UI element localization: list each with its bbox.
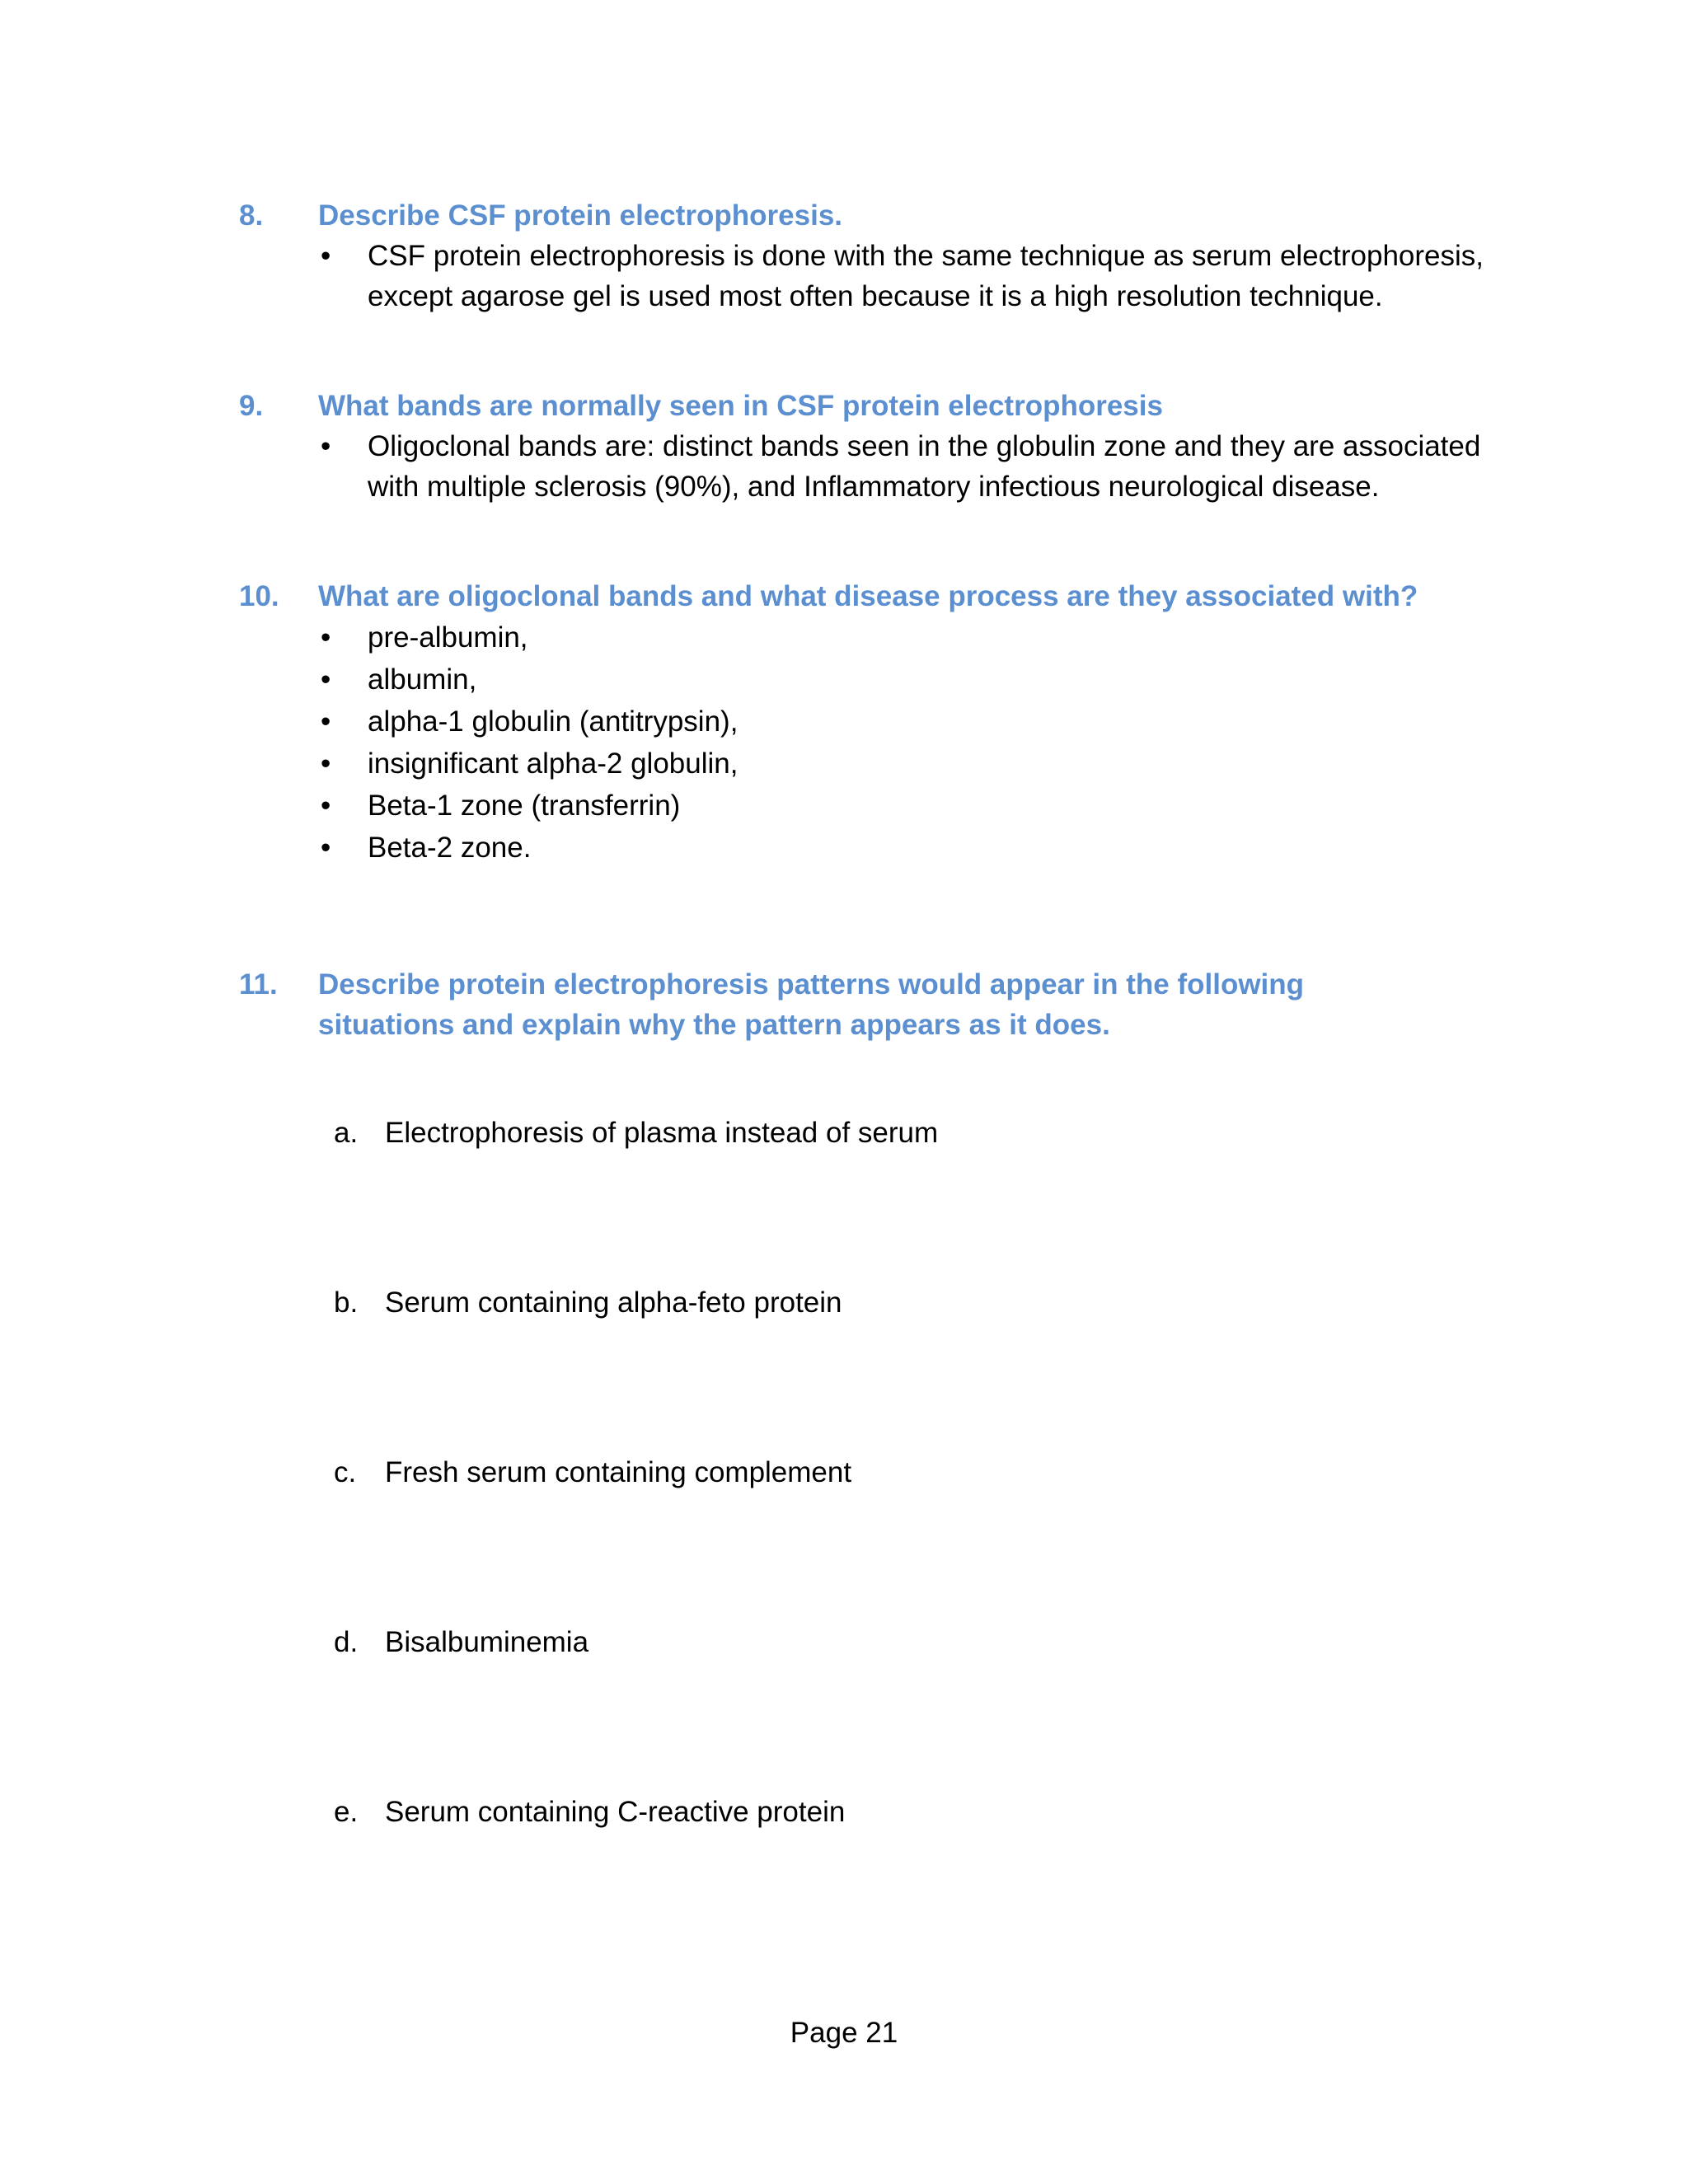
question-heading xyxy=(239,576,1525,616)
list-item: • CSF protein electrophoresis is done with the same technique as serum electrophoresis, except agarose gel is used most often because it is a high resolution technique. xyxy=(318,236,1525,316)
list-item: • pre-albumin, xyxy=(318,616,1525,658)
sub-item-letter: e. xyxy=(334,1796,359,1828)
sub-item-text: Bisalbuminemia xyxy=(385,1626,589,1658)
page-number: Page 21 xyxy=(790,2017,898,2049)
question-heading xyxy=(239,386,1525,426)
list-item: • Beta-2 zone. xyxy=(318,827,1525,869)
bullet-icon: • xyxy=(321,790,331,822)
question-heading xyxy=(239,964,1409,1045)
answer-list xyxy=(239,426,1525,507)
answer-list xyxy=(239,236,1525,316)
sub-item-a xyxy=(334,1113,938,1153)
answer-list xyxy=(239,616,1525,869)
question-number: 9. xyxy=(239,390,264,422)
list-item: • Oligoclonal bands are: distinct bands seen in the globulin zone and they are associated with multiple sclerosis (90%), and Inflammatory infectious neurological disease. xyxy=(318,426,1525,507)
question-title: What bands are normally seen in CSF protein electrophoresis xyxy=(318,390,1163,422)
bullet-icon: • xyxy=(321,705,331,738)
question-title: What are oligoclonal bands and what disease process are they associated with? xyxy=(318,580,1418,612)
question-title: Describe CSF protein electrophoresis. xyxy=(318,199,843,232)
list-item: • albumin, xyxy=(318,658,1525,701)
bullet-icon: • xyxy=(321,832,331,864)
sub-item-text: Fresh serum containing complement xyxy=(385,1456,852,1488)
bullet-icon: • xyxy=(321,748,331,780)
sub-item-letter: c. xyxy=(334,1456,357,1488)
question-number: 11. xyxy=(239,968,278,1001)
sub-item-letter: b. xyxy=(334,1286,359,1319)
sub-item-letter: d. xyxy=(334,1626,359,1658)
bullet-icon: • xyxy=(321,663,331,696)
sub-item-text: Serum containing C-reactive protein xyxy=(385,1796,846,1828)
sub-item-letter: a. xyxy=(334,1117,359,1149)
list-item: • Beta-1 zone (transferrin) xyxy=(318,785,1525,827)
sub-item-text: Serum containing alpha-feto protein xyxy=(385,1286,842,1319)
question-9 xyxy=(239,386,1525,507)
question-number: 10. xyxy=(239,580,279,612)
bullet-icon: • xyxy=(321,240,331,272)
list-item: • insignificant alpha-2 globulin, xyxy=(318,743,1525,785)
question-heading xyxy=(239,195,1525,236)
bullet-icon: • xyxy=(321,430,331,462)
list-item: • alpha-1 globulin (antitrypsin), xyxy=(318,701,1525,743)
bullet-icon: • xyxy=(321,621,331,654)
question-title: Describe protein electrophoresis patterns would appear in the following situations and explain why the pattern appears as it does. xyxy=(318,968,1305,1041)
question-11 xyxy=(239,964,1409,1045)
sub-item-d xyxy=(334,1622,588,1662)
question-8 xyxy=(239,195,1525,316)
sub-item-e xyxy=(334,1792,845,1832)
sub-item-b xyxy=(334,1282,842,1323)
sub-item-text: Electrophoresis of plasma instead of serum xyxy=(385,1117,939,1149)
question-number: 8. xyxy=(239,199,264,232)
sub-item-c xyxy=(334,1452,851,1493)
question-10 xyxy=(239,576,1525,869)
